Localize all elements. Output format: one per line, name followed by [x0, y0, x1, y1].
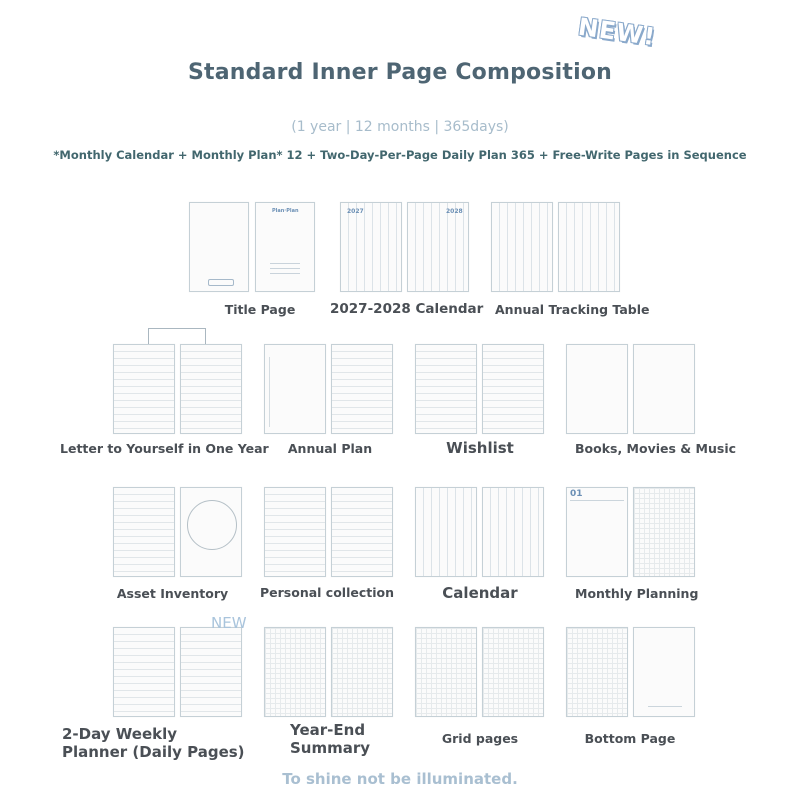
weekly-left-thumbnail: [113, 627, 175, 717]
bottom-left-thumbnail: [566, 627, 628, 717]
year-2028: 2028: [446, 208, 463, 215]
collection-left-thumbnail: [264, 487, 326, 577]
composition-description: *Monthly Calendar + Monthly Plan* 12 + Two-Day-Per-Page Daily Plan 365 + Free-Write Pages in Sequence: [53, 148, 747, 162]
section-label: Annual Tracking Table: [495, 302, 650, 317]
section-label: Personal collection: [260, 585, 395, 600]
section-label: Calendar: [442, 584, 518, 602]
section-label: Wishlist: [446, 439, 514, 457]
summary-right-thumbnail: [331, 627, 393, 717]
section-label: Grid pages: [441, 731, 519, 746]
footer-slogan: To shine not be illuminated.: [282, 770, 518, 788]
letter-left-thumbnail: [113, 344, 175, 434]
title-page-inner-thumbnail: [255, 202, 315, 292]
grid-left-thumbnail: [415, 627, 477, 717]
wishlist-left-thumbnail: [415, 344, 477, 434]
grid-right-thumbnail: [482, 627, 544, 717]
summary-left-thumbnail: [264, 627, 326, 717]
month-number: 01: [570, 489, 583, 499]
calendar-left-thumbnail: [415, 487, 477, 577]
section-label: Bottom Page: [584, 731, 676, 746]
monthly-right-thumbnail: [633, 487, 695, 577]
new-badge: NEW!: [576, 12, 658, 52]
annual-plan-right-thumbnail: [331, 344, 393, 434]
wishlist-right-thumbnail: [482, 344, 544, 434]
year-2027: 2027: [347, 208, 364, 215]
section-label: Letter to Yourself in One Year: [60, 441, 269, 456]
page-title: Standard Inner Page Composition: [187, 60, 613, 85]
calendar-right-thumbnail: [482, 487, 544, 577]
calendar-2028-thumbnail: [407, 202, 469, 292]
calendar-2027-thumbnail: [340, 202, 402, 292]
section-label: 2027-2028 Calendar: [330, 301, 484, 317]
title-page-cover-thumbnail: [189, 202, 249, 292]
asset-left-thumbnail: [113, 487, 175, 577]
bracket-connector: [148, 328, 206, 345]
section-label: Books, Movies & Music: [575, 441, 737, 456]
letter-right-thumbnail: [180, 344, 242, 434]
tracking-table-left-thumbnail: [491, 202, 553, 292]
books-left-thumbnail: [566, 344, 628, 434]
section-label: Title Page: [224, 302, 296, 317]
section-label: Annual Plan: [287, 441, 373, 456]
new-label: NEW: [211, 614, 247, 632]
plan-plan-heading: Plan·Plan: [272, 208, 299, 214]
subtitle: (1 year | 12 months | 365days): [291, 119, 509, 135]
section-label: Monthly Planning: [575, 586, 699, 601]
annual-plan-left-thumbnail: [264, 344, 326, 434]
bottom-right-thumbnail: [633, 627, 695, 717]
collection-right-thumbnail: [331, 487, 393, 577]
books-right-thumbnail: [633, 344, 695, 434]
weekly-right-thumbnail: [180, 627, 242, 717]
asset-right-thumbnail: [180, 487, 242, 577]
monthly-left-thumbnail: [566, 487, 628, 577]
tracking-table-right-thumbnail: [558, 202, 620, 292]
section-label: Asset Inventory: [116, 586, 229, 601]
section-label: Year-End Summary: [290, 721, 371, 757]
section-label: 2-Day Weekly Planner (Daily Pages): [62, 725, 245, 761]
circle-chart-icon: [187, 500, 237, 550]
